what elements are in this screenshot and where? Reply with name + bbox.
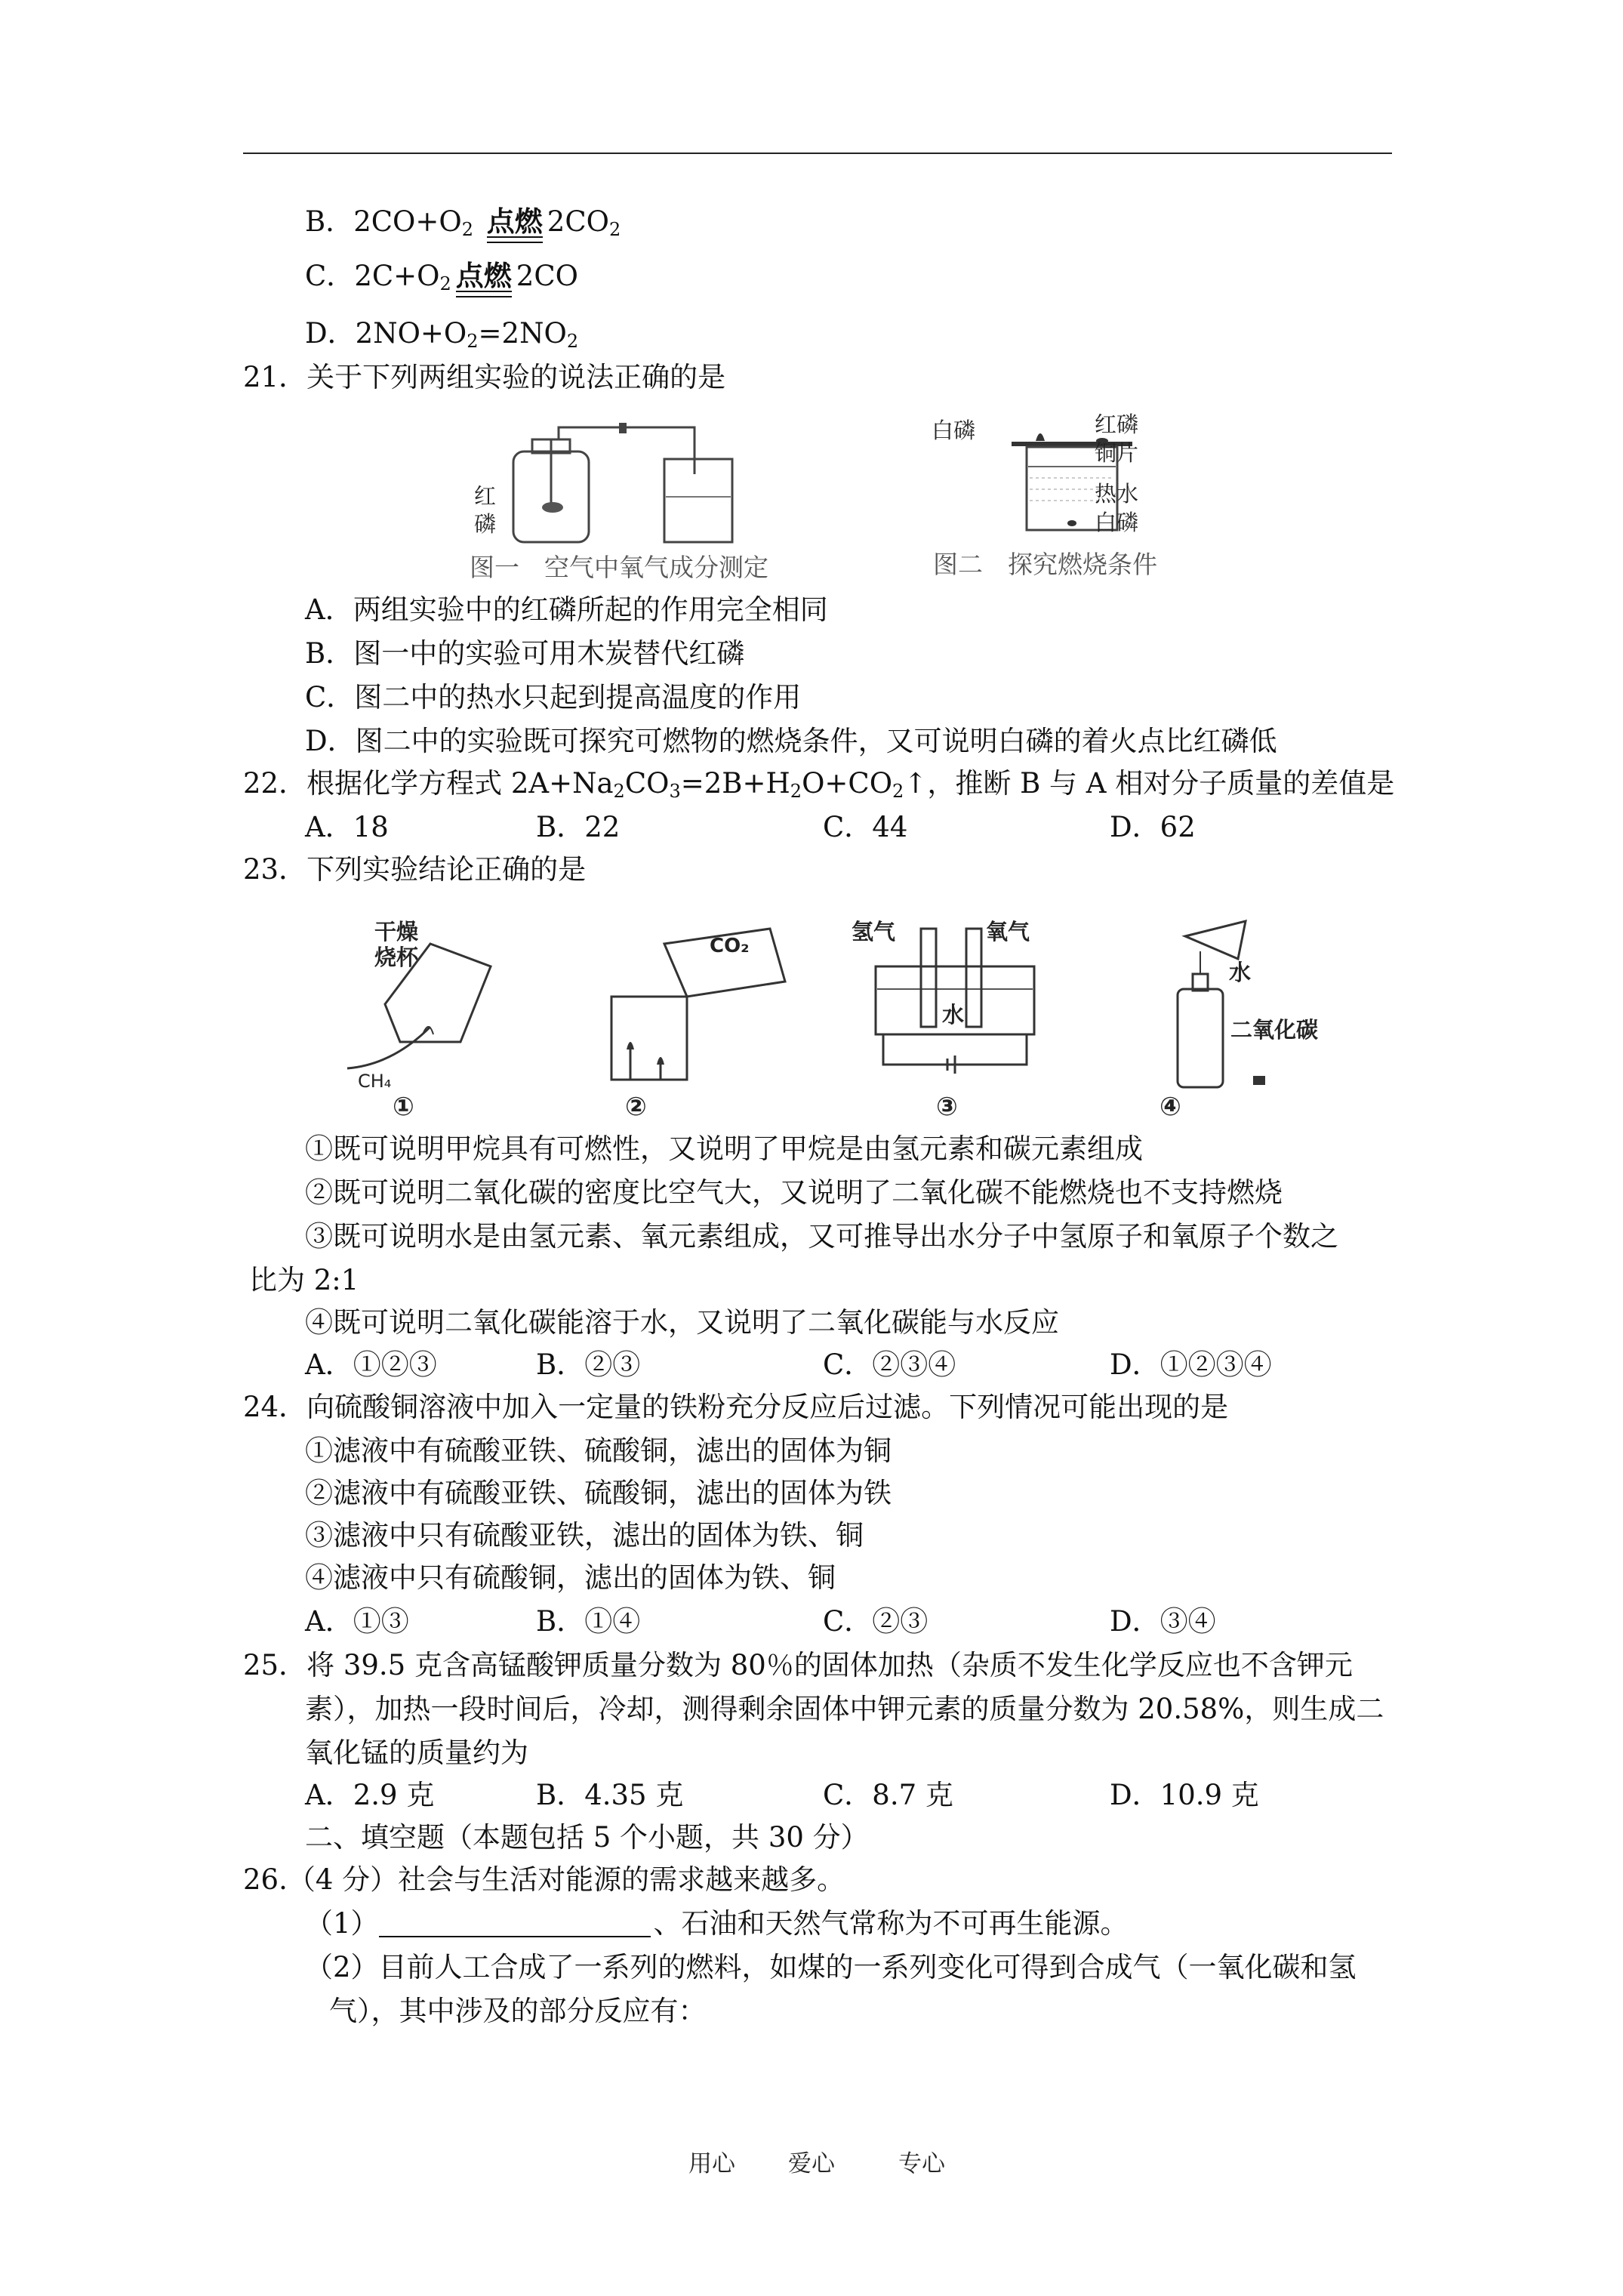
header-rule — [243, 153, 1392, 154]
label-white-phosphorus-top: 白磷 — [932, 418, 976, 443]
q22-option-d: D．62 — [1110, 811, 1196, 843]
q24-statement-3: ③滤液中只有硫酸亚铁，滤出的固体为铁、铜 — [305, 1519, 864, 1552]
label-hong: 红 — [474, 483, 497, 509]
q21-option-a: A．两组实验中的红磷所起的作用完全相同 — [305, 593, 828, 626]
figure-number-2: ② — [625, 1092, 647, 1122]
q24-option-c: C．②③ — [823, 1605, 929, 1638]
q24-option-d: D．③④ — [1110, 1605, 1216, 1638]
q24-option-b: B．①④ — [536, 1605, 641, 1638]
q23-option-c: C．②③④ — [823, 1348, 956, 1381]
label-co2-bottle: 二氧化碳 — [1230, 1017, 1319, 1043]
q23-stem: 23．下列实验结论正确的是 — [243, 853, 587, 886]
condition-ignite: 点燃 — [487, 205, 543, 243]
q23-option-d: D．①②③④ — [1110, 1348, 1272, 1381]
label-water-bottle: 水 — [1229, 960, 1252, 985]
q21-option-b: B．图一中的实验可用木炭替代红磷 — [305, 637, 745, 670]
q26-part-2-line-1: （2）目前人工合成了一系列的燃料，如煤的一系列变化可得到合成气（一氧化碳和氢 — [305, 1951, 1357, 1983]
q25-line-2: 素），加热一段时间后，冷却，测得剩余固体中钾元素的质量分数为 20.58%，则生成二 — [305, 1693, 1384, 1725]
q21-option-d: D．图二中的实验既可探究可燃物的燃烧条件，又可说明白磷的着火点比红磷低 — [305, 725, 1277, 757]
q24-statement-1: ①滤液中有硫酸亚铁、硫酸铜，滤出的固体为铜 — [305, 1435, 892, 1467]
footer-text-1: 用心 — [688, 2150, 735, 2177]
q23-statement-3: ③既可说明水是由氢元素、氧元素组成，又可推导出水分子中氢原子和氧原子个数之 — [305, 1220, 1338, 1253]
q24-statement-4: ④滤液中只有硫酸铜，滤出的固体为铁、铜 — [305, 1561, 836, 1594]
q25-line-3: 氧化锰的质量约为 — [305, 1737, 528, 1769]
q25-option-c: C．8.7 克 — [823, 1779, 953, 1811]
label-hot-water: 热水 — [1095, 481, 1139, 507]
label-co2: CO₂ — [710, 935, 750, 957]
q23-statement-4: ④既可说明二氧化碳能溶于水，又说明了二氧化碳能与水反应 — [305, 1306, 1059, 1339]
q20-option-d: D．$2NO+O_2=2NO_2$ — [305, 317, 579, 352]
figure-oxygen-measurement — [468, 414, 785, 550]
label-copper-sheet: 铜片 — [1095, 440, 1139, 466]
footer-text-3: 专心 — [898, 2150, 945, 2177]
label-beaker: 烧杯 — [374, 945, 419, 970]
q22-option-b: B．22 — [536, 811, 621, 843]
q26-part-1: （1） 、石油和天然气常称为不可再生能源。 — [305, 1907, 1129, 1940]
figure-co2-pouring — [589, 914, 800, 1095]
q24-option-a: A．①③ — [305, 1605, 409, 1638]
label-lin: 磷 — [474, 511, 497, 537]
q26-part-2-line-2: 气），其中涉及的部分反应有： — [329, 1995, 707, 2027]
label-oxygen: 氧气 — [986, 919, 1030, 945]
figure-number-1: ① — [393, 1092, 414, 1122]
q26-stem: 26.（4 分）社会与生活对能源的需求越来越多。 — [243, 1863, 845, 1896]
label-hydrogen: 氢气 — [852, 919, 896, 945]
label-ch4: CH₄ — [358, 1071, 392, 1092]
figure-number-4: ④ — [1160, 1092, 1181, 1122]
label-red-phosphorus: 红磷 — [1095, 411, 1139, 437]
q21-stem: 21．关于下列两组实验的说法正确的是 — [243, 361, 726, 393]
q22-option-a: A．18 — [305, 811, 389, 843]
q21-option-c: C．图二中的热水只起到提高温度的作用 — [305, 681, 802, 713]
q24-statement-2: ②滤液中有硫酸亚铁、硫酸铜，滤出的固体为铁 — [305, 1477, 892, 1509]
q25-option-b: B．4.35 克 — [536, 1779, 684, 1811]
q20-option-c: C．$2C+O_2$ 点燃 2CO — [305, 260, 578, 300]
figure-number-3: ③ — [936, 1092, 958, 1122]
figure2-caption: 图二 探究燃烧条件 — [933, 550, 1157, 579]
q23-statement-2: ②既可说明二氧化碳的密度比空气大，又说明了二氧化碳不能燃烧也不支持燃烧 — [305, 1176, 1283, 1209]
figure-co2-bottle — [1140, 906, 1336, 1095]
q25-line-1: 25．将 39.5 克含高锰酸钾质量分数为 80％的固体加热（杂质不发生化学反应也不含钾元 — [243, 1649, 1353, 1681]
q23-option-a: A．①②③ — [305, 1348, 437, 1381]
label-water-electrolysis: 水 — [942, 1002, 965, 1028]
q23-statement-1: ①既可说明甲烷具有可燃性，又说明了甲烷是由氢元素和碳元素组成 — [305, 1133, 1143, 1165]
q24-stem: 24．向硫酸铜溶液中加入一定量的铁粉充分反应后过滤。下列情况可能出现的是 — [243, 1391, 1229, 1423]
section-fill-in-heading: 二、填空题（本题包括 5 个小题，共 30 分） — [305, 1821, 869, 1854]
label-dry: 干燥 — [374, 919, 419, 945]
answer-blank[interactable] — [379, 1910, 651, 1937]
q23-option-b: B．②③ — [536, 1348, 641, 1381]
q22-stem: 22．根据化学方程式 $2A+Na_2CO_3=2B+H_2O+CO_2↑$，推断 B 与 A 相对分子质量的差值是 — [243, 767, 1395, 802]
footer-text-2: 爱心 — [788, 2150, 835, 2177]
q20-option-b: B．$2CO+O_2$ 点燃 $2CO_2$ — [305, 205, 621, 246]
label-white-phosphorus-bottom: 白磷 — [1095, 510, 1139, 535]
figure1-caption: 图一 空气中氧气成分测定 — [470, 553, 768, 582]
q25-option-d: D．10.9 克 — [1110, 1779, 1259, 1811]
condition-ignite: 点燃 — [456, 260, 512, 297]
figure-methane-burning — [340, 914, 528, 1095]
q22-option-c: C．44 — [823, 811, 908, 843]
q23-statement-3-cont: 比为 2:1 — [249, 1264, 359, 1296]
q25-option-a: A．2.9 克 — [305, 1779, 435, 1811]
